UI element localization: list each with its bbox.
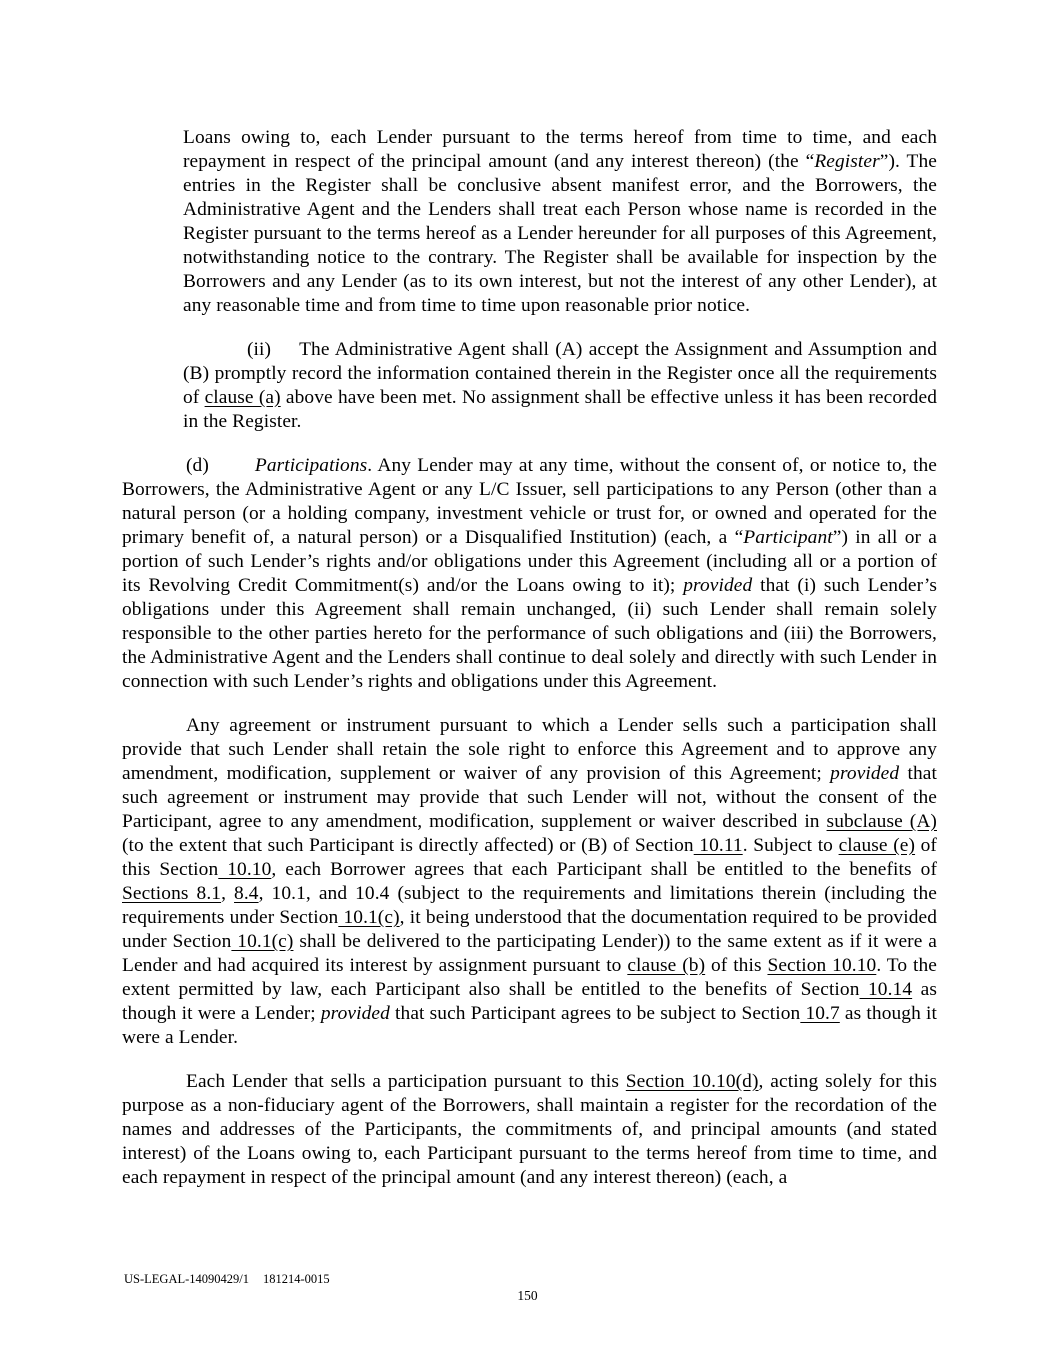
page-number: 150 xyxy=(517,1288,538,1303)
text-run: (ii) xyxy=(247,339,272,360)
footer-matter-id: 181214-0015 xyxy=(263,1272,330,1286)
cross-reference: 10.1(c) xyxy=(231,931,294,952)
tab-space xyxy=(271,354,299,355)
paragraph-clause-ii xyxy=(183,338,937,434)
text-run: (d) xyxy=(186,455,209,476)
text-run: above have been met. No assignment shall be effective unless it has been recorded in the Register. xyxy=(183,387,937,432)
cross-reference: 10.10 xyxy=(218,859,272,880)
text-run: ”) in all or a portion of such Lender’s rights and/or obligations under this Agreement (including all or a portion of its Revolving Credit Commitment(s) and/or the Loans owing to it); xyxy=(122,527,938,596)
text-run: . Subject to xyxy=(742,835,839,856)
cross-reference: 10.1(c) xyxy=(338,907,400,928)
text-run: Loans owing to, each Lender pursuant to the terms hereof from time to time, and each repayment in respect of the principal amount (and any interest thereon) (the “ xyxy=(183,127,937,172)
page-body xyxy=(122,126,937,1210)
text-run: as though it were a Lender. xyxy=(122,1003,937,1048)
text-run: Participant xyxy=(743,527,833,548)
cross-reference: clause (e) xyxy=(838,835,916,856)
text-run: shall be delivered to the participating Lender)) to the same extent as if it were a Lender and had acquired its interest by assignment pursuant to xyxy=(122,931,938,976)
text-run: as though it were a Lender; xyxy=(122,979,937,1024)
text-run: Any agreement or instrument pursuant to which a Lender sells such a participation shall provide that such Lender shall retain the sole right to enforce this Agreement and to approve any amendment, modification, supplement or waiver of any provision of this Agreement; xyxy=(122,715,937,784)
text-run: of this Section xyxy=(122,835,937,880)
text-run: , acting solely for this purpose as a non-fiduciary agent of the Borrowers, shall maintain a register for the recordation of the names and addresses of the Participants, the commitments of, and principal amounts (and stated interest) of the Loans owing to, each Participant pursuant to the terms hereof from time to time, and each repayment in respect of the principal amount (and any interest thereon) (each, a xyxy=(122,1071,937,1188)
tab-space xyxy=(209,470,255,471)
footer-document-id xyxy=(124,1272,330,1287)
text-run: that (i) such Lender’s obligations under this Agreement shall remain unchanged, (ii) such Lender shall remain solely responsible to the other parties hereto for the performance of such obligations and (iii) the Borrowers, the Administrative Agent and the Lenders shall continue to deal solely and directly with such Lender in connection with such Lender’s rights and obligations under this Agreement. xyxy=(122,575,938,692)
cross-reference: Section 10.10 xyxy=(767,955,877,976)
cross-reference: clause (b) xyxy=(627,955,706,976)
text-run: . To the extent permitted by law, each Participant also shall be entitled to the benefits of Section xyxy=(122,955,937,1000)
text-run: , 10.1, and 10.4 (subject to the requirements and limitations therein (including the requirements under Section xyxy=(122,883,937,928)
cross-reference: 10.14 xyxy=(859,979,913,1000)
text-run: , it being understood that the documentation required to be provided under Section xyxy=(122,907,937,952)
text-run: Each Lender that sells a participation pursuant to this xyxy=(186,1071,626,1092)
paragraph-register-continuation xyxy=(183,126,937,318)
paragraph-participant-register xyxy=(122,1070,937,1190)
paragraph-participation-agreement xyxy=(122,714,937,1050)
text-run: Participations xyxy=(254,455,368,476)
text-run: . Any Lender may at any time, without the consent of, or notice to, the Borrowers, the Administrative Agent or any L/C Issuer, sell participations to any Person (other than a natural person (or a holding company, investment vehicle or trust for, or owned and operated for the primary benefit of, a natural person) or a Disqualified Institution) (each, a “ xyxy=(122,455,937,548)
text-run: Register xyxy=(814,151,880,172)
text-run: that such Participant agrees to be subject to Section xyxy=(389,1003,801,1024)
cross-reference: 10.7 xyxy=(800,1003,840,1024)
cross-reference: 10.11 xyxy=(693,835,743,856)
cross-reference: clause (a) xyxy=(204,387,281,408)
text-run: of this xyxy=(705,955,768,976)
footer-doc-id: US-LEGAL-14090429/1 xyxy=(124,1272,249,1286)
text-run: provided xyxy=(320,1003,390,1024)
text-run: that such agreement or instrument may provide that such Lender will not, without the consent of the Participant, agree to any amendment, modification, supplement or waiver described in xyxy=(122,763,937,832)
cross-reference: 8.4 xyxy=(234,883,259,904)
cross-reference: subclause (A) xyxy=(826,811,937,832)
text-run: , xyxy=(221,883,235,904)
text-run: , each Borrower agrees that each Participant shall be entitled to the benefits of xyxy=(271,859,938,880)
text-run: The Administrative Agent shall (A) accept the Assignment and Assumption and (B) promptly record the information contained therein in the Register once all the requirements of xyxy=(183,339,937,408)
cross-reference: Section 10.10(d) xyxy=(625,1071,759,1092)
text-run: provided xyxy=(683,575,753,596)
paragraph-d-participations xyxy=(122,454,937,694)
text-run: provided xyxy=(830,763,900,784)
cross-reference: Sections 8.1 xyxy=(122,883,222,904)
text-run: ”). The entries in the Register shall be conclusive absent manifest error, and the Borrowers, the Administrative Agent and the Lenders shall treat each Person whose name is recorded in the Register pursuant to the terms hereof as a Lender hereunder for all purposes of this Agreement, notwithstanding notice to the contrary. The Register shall be available for inspection by the Borrowers and any Lender (as to its own interest, but not the interest of any other Lender), at any reasonable time and from time to time upon reasonable prior notice. xyxy=(183,151,937,316)
text-run: (to the extent that such Participant is directly affected) or (B) of Section xyxy=(122,835,694,856)
